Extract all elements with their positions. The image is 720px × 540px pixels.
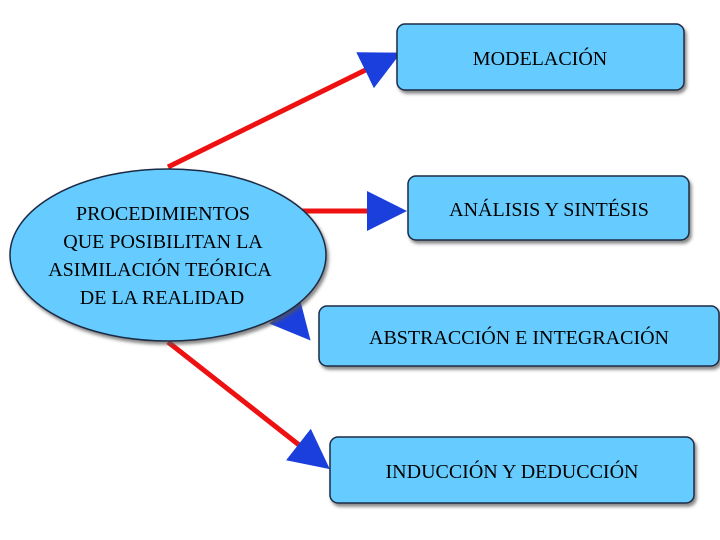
node-abstraccion-integracion-label: ABSTRACCIÓN E INTEGRACIÓN bbox=[369, 327, 669, 349]
arrow-to-induccion bbox=[168, 342, 322, 463]
node-modelacion-label: MODELACIÓN bbox=[472, 48, 608, 70]
center-line-2: QUE POSIBILITAN LA bbox=[63, 231, 263, 253]
node-abstraccion-integracion bbox=[319, 306, 719, 366]
node-analisis-sintesis-label: ANÁLISIS Y SINTÉSIS bbox=[449, 199, 649, 221]
node-induccion-deduccion bbox=[330, 437, 694, 503]
center-line-3: ASIMILACIÓN TEÓRICA bbox=[48, 259, 272, 281]
arrow-to-modelacion bbox=[168, 57, 392, 167]
node-modelacion bbox=[397, 24, 684, 90]
node-induccion-deduccion-label: INDUCCIÓN Y DEDUCCIÓN bbox=[385, 461, 639, 483]
center-line-4: DE LA REALIDAD bbox=[79, 287, 245, 309]
node-analisis-sintesis bbox=[408, 176, 689, 240]
center-line-1: PROCEDIMIENTOS bbox=[75, 203, 251, 225]
center-node bbox=[10, 169, 326, 341]
arrow-to-abstraccion bbox=[284, 310, 304, 333]
